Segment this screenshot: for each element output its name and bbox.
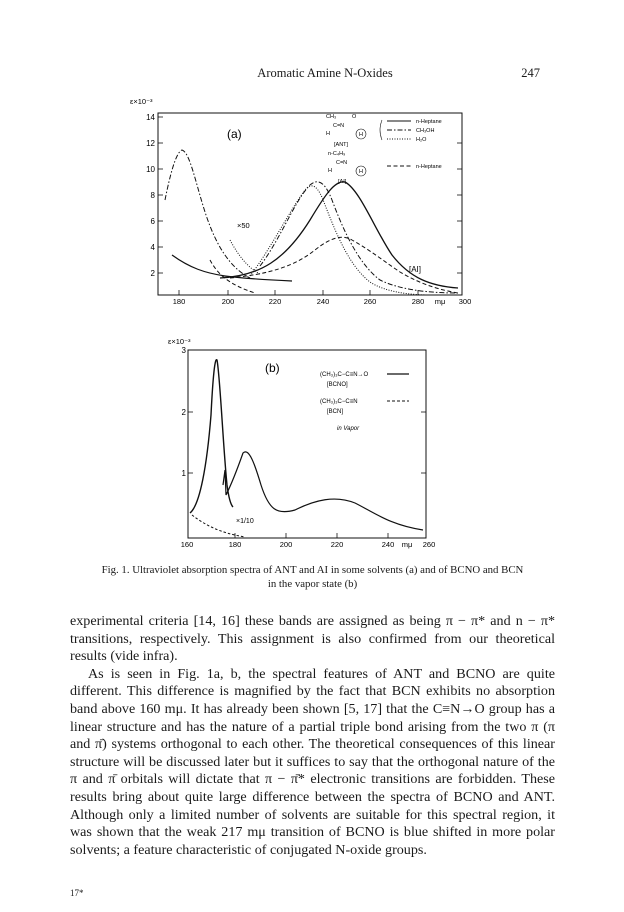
x-tick-label: 200 (279, 540, 293, 549)
svg-text:[ANT]: [ANT] (334, 142, 349, 148)
x-tick-label: 180 (172, 297, 186, 306)
x-unit-label: mμ (434, 297, 446, 306)
svg-text:H: H (326, 131, 330, 137)
y-tick-label: 2 (150, 269, 155, 278)
svg-text:CH₃OH: CH₃OH (416, 128, 435, 134)
x-tick-label: 280 (411, 297, 425, 306)
svg-text:n-Heptane: n-Heptane (416, 119, 442, 125)
y-tick-label: 2 (181, 408, 186, 417)
annotation-x50: ×50 (237, 221, 250, 230)
svg-text:(CH₃)₃C−C≡N→O: (CH₃)₃C−C≡N→O (320, 372, 369, 378)
curve-ant-water-left (230, 240, 260, 274)
paragraph: experimental criteria [14, 16] these bands are assigned as being π − π* and n − π* transitions, respectively. This assignment is also confirmed from our theoretical results (vide infra). (70, 613, 555, 665)
x-tick-label: 260 (422, 540, 436, 549)
y-tick-label: 14 (146, 113, 155, 122)
figure-1a (120, 90, 480, 320)
svg-text:O: O (352, 114, 357, 120)
curve-bcno-intense (190, 360, 233, 513)
legend-ant-solvents (380, 119, 442, 143)
y-tick-label: 3 (181, 346, 186, 355)
y-axis-label: ε×10⁻³ (168, 337, 191, 346)
legend-ai (328, 151, 442, 185)
y-tick-label: 1 (181, 469, 186, 478)
x-tick-label: 160 (180, 540, 194, 549)
x-tick-label: 180 (228, 540, 242, 549)
y-tick-label: 6 (150, 217, 155, 226)
annotation-x110: ×1/10 (236, 518, 254, 525)
curve-ant-water-main (250, 186, 430, 295)
svg-text:in Vapor: in Vapor (337, 426, 360, 432)
x-tick-label: 220 (268, 297, 282, 306)
y-axis-label: ε×10⁻³ (130, 97, 153, 106)
body-text (70, 613, 555, 859)
svg-text:C=N: C=N (333, 123, 345, 129)
svg-text:C=N: C=N (336, 160, 348, 166)
x-unit-label: mμ (401, 540, 413, 549)
svg-text:H: H (359, 132, 363, 138)
x-ticks (235, 533, 388, 538)
paragraph: As is seen in Fig. 1a, b, the spectral features of ANT and BCNO are quite different. This difference is magnified by the fact that BCN exhibits no absorption band above 160 mμ. It has already been shown [5, 17] that the C≡N→O group has a linear structure and has the nature of a partial triple bond arising from the two π (π and π̄) systems orthogonal to each other. The theoretical consequences of this linear structure will be discussed later but it suffices to say that the orthogonal nature of the π and π̄ orbitals will dictate that π − π̄* electronic transitions are forbidden. These results bring about quite large difference between the spectra of BCNO and ANT. Although only a limited number of solvents are suitable for this spectral region, it was shown that the weak 217 mμ transition of BCNO is blue shifted in more polar solvents; a feature characteristic of conjugated N-oxide groups. (70, 665, 555, 858)
y-tick-label: 12 (146, 139, 155, 148)
panel-label: (b) (265, 361, 280, 375)
curve-ant-heptane-main (220, 182, 458, 288)
legend-ant (326, 114, 366, 148)
figure-1b (165, 335, 440, 550)
x-tick-label: 220 (330, 540, 344, 549)
footnote-signature: 17* (70, 888, 84, 898)
x-ticks (179, 290, 418, 295)
svg-text:(CH₃)₃C−C≡N: (CH₃)₃C−C≡N (320, 399, 358, 405)
running-title: Aromatic Amine N-Oxides (257, 66, 393, 80)
caption-line: Fig. 1. Ultraviolet absorption spectra of ANT and AI in some solvents (a) and of BCNO and BCN (101, 564, 524, 576)
y-tick-label: 4 (150, 243, 155, 252)
x-tick-label: 200 (221, 297, 235, 306)
svg-text:CH₃: CH₃ (326, 114, 337, 120)
legend-b (320, 372, 409, 432)
panel-label: (a) (227, 127, 242, 141)
svg-text:n-C₄H₉: n-C₄H₉ (328, 151, 346, 157)
svg-text:[BCN]: [BCN] (327, 409, 344, 415)
caption-line: in the vapor state (b) (267, 578, 358, 590)
y-tick-label: 10 (146, 165, 155, 174)
svg-text:H: H (359, 169, 363, 175)
svg-text:n-Heptane: n-Heptane (416, 164, 442, 170)
spectrum-curves (190, 360, 423, 537)
x-tick-label: 240 (381, 540, 395, 549)
svg-text:H: H (328, 168, 332, 174)
figure-caption (70, 563, 555, 591)
svg-text:[BCNO]: [BCNO] (327, 382, 348, 388)
svg-text:[AI]: [AI] (338, 179, 347, 185)
x-tick-label: 240 (316, 297, 330, 306)
svg-text:H₂O: H₂O (416, 137, 427, 143)
y-tick-label: 8 (150, 191, 155, 200)
x-tick-label: 300 (458, 297, 472, 306)
page-number: 247 (521, 66, 540, 80)
x-tick-label: 260 (363, 297, 377, 306)
curve-ai-heptane (230, 237, 458, 293)
annotation-ai: [AI] (409, 265, 422, 274)
